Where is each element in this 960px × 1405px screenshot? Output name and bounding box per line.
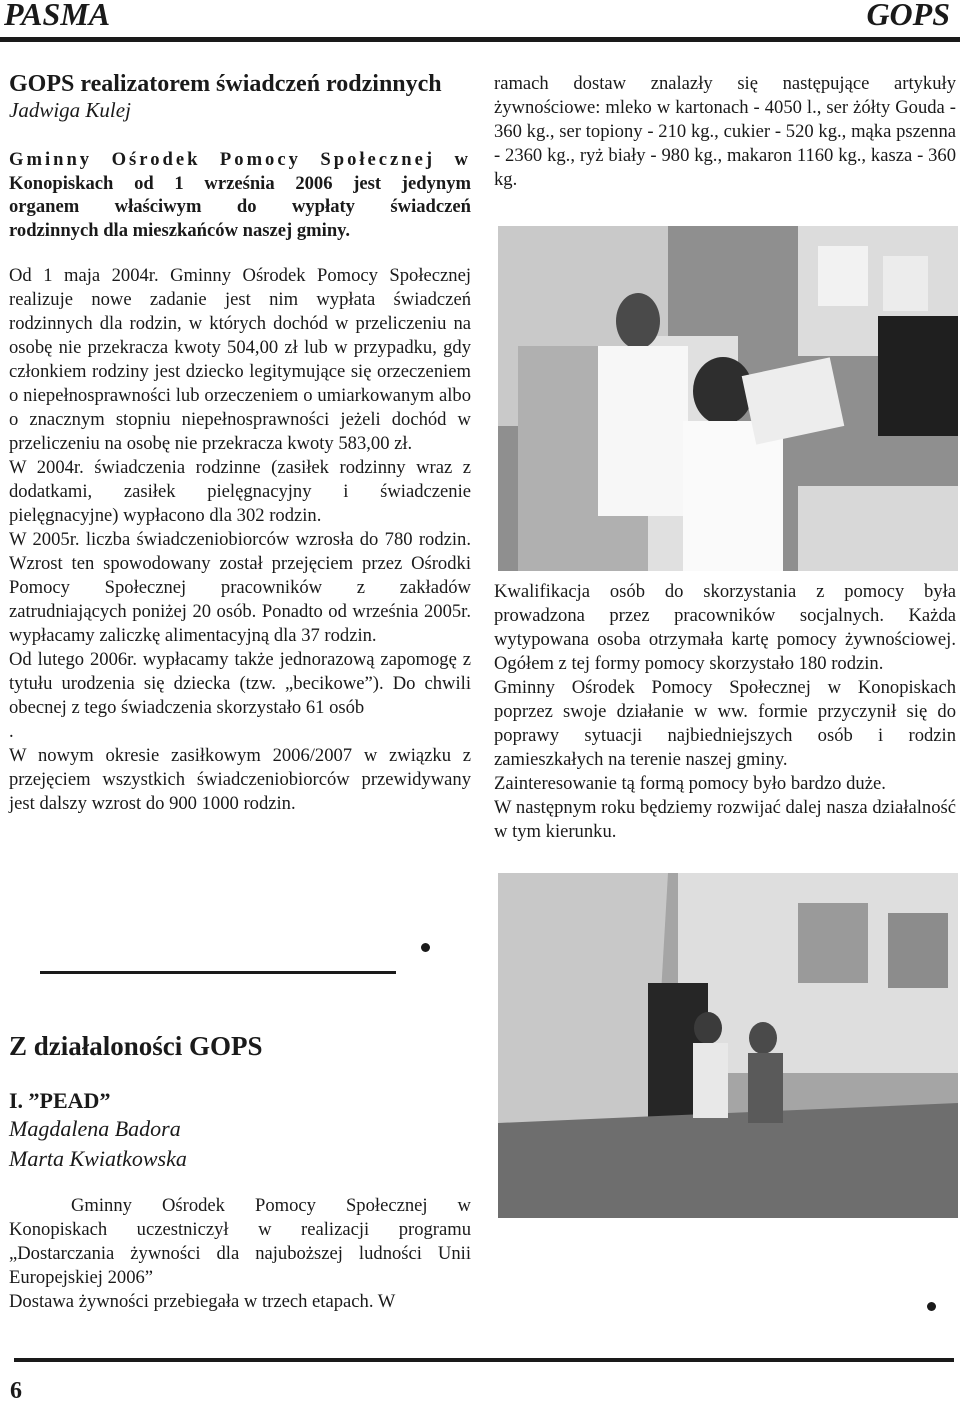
photo-food-distribution (498, 226, 958, 571)
header-left: PASMA (4, 0, 111, 32)
body-paragraph: Zainteresowanie tą formą pomocy było bardzo duże. (494, 773, 886, 794)
body-paragraph: Gminny Ośrodek Pomocy Społecznej w Konopiskach uczestniczył w realizacji programu „Dostarczania żywności dla najuboższej ludności Unii Europejskiej 2006” (9, 1195, 471, 1288)
body-paragraph: Dostawa żywności przebiegała w trzech etapach. W (9, 1291, 396, 1312)
body-paragraph: Od 1 maja 2004r. Gminny Ośrodek Pomocy Społecznej realizuje nowe zadanie jest nim wypłata świadczeń rodzinnych dla rodzin, w których dochód w przeliczeniu na osobę nie przekracza kwoty 504,00 zł lub w przypadku, gdy członkiem rodziny jest dziecko legitymujące się orzeczeniem o niepełnosprawności lub orzeczeniem o umiarkowanym albo o znacznym stopniu niepełnosprawności jeżeli dochód w przeliczeniu na osobę nie przekracza kwoty 583,00 zł. (9, 265, 471, 454)
pead-body-right-mid (494, 580, 956, 844)
pead-body-right-top (494, 72, 956, 192)
end-bullet (421, 943, 430, 952)
photo-building-entrance (498, 873, 958, 1218)
section-author: Marta Kwiatkowska (9, 1146, 187, 1171)
body-paragraph: W 2004r. świadczenia rodzinne (zasiłek rodzinny wraz z dodatkami, zasiłek pielęgnacyjny i świadczenie pielęgnacyjne) wypłacono dla 302 rodzin. (9, 457, 471, 526)
body-paragraph: ramach dostaw znalazły się następujące artykuły żywnościowe: mleko w kartonach - 4050 l., ser żółty Gouda - 360 kg., ser topiony - 210 kg., cukier - 520 kg., mąka pszenna - 2360 kg., ryż biały - 980 kg., makaron 1160 kg., kasza - 360 kg. (494, 73, 956, 190)
section-title: Z działaloności GOPS (9, 1031, 263, 1061)
body-paragraph: . (9, 721, 14, 742)
lead-line: Konopiskach od 1 września 2006 jest jedynym (9, 172, 471, 194)
lead-line: organem właściwym do wypłaty świadczeń (9, 196, 471, 217)
body-paragraph: W 2005r. liczba świadczeniobiorców wzrosła do 780 rodzin. Wzrost ten spowodowany został przejęciem przez Ośrodki Pomocy Społecznej pracowników z zakładów zatrudniających poniżej 20 osób. Ponadto od września 2005r. wypłacamy zaliczkę alimentacyjną dla 37 rodzin. (9, 529, 471, 646)
lead-line: Gminny Ośrodek Pomocy Społecznej w (9, 149, 471, 170)
section-divider (40, 971, 396, 974)
body-paragraph: Gminny Ośrodek Pomocy Społecznej w Konopiskach poprzez swoje działanie w ww. formie przyczynił się do poprawy sytuacji najbiedniejszych osób i rodzin zamieszkałych na terenie naszej gminy. (494, 677, 956, 770)
article-title: GOPS realizatorem świadczeń rodzinnych (9, 71, 442, 97)
body-paragraph: W nowym okresie zasiłkowym 2006/2007 w związku z przejęciem wszystkich świadczeniobiorców przewidywany jest dalszy wzrost do 900 1000 rodzin. (9, 745, 471, 814)
lead-line: rodzinnych dla mieszkańców naszej gminy. (9, 219, 351, 241)
pead-body-left (9, 1194, 471, 1314)
header-right: GOPS (866, 0, 950, 32)
article-body (9, 264, 471, 816)
article-author: Jadwiga Kulej (9, 98, 131, 122)
bottom-rule (14, 1358, 954, 1362)
article-lead (9, 148, 471, 242)
page-number: 6 (10, 1378, 22, 1404)
section-subtitle: I. ”PEAD” (9, 1088, 111, 1113)
body-paragraph: Od lutego 2006r. wypłacamy także jednorazową zapomogę z tytułu urodzenia się dziecka (tzw. „becikowe”). Do chwili obecnej z tego świadczenia skorzystało 61 osób (9, 649, 471, 718)
body-paragraph: Kwalifikacja osób do skorzystania z pomocy była prowadzona przez pracowników socjalnych. Każda wytypowana osoba otrzymała kartę pomocy żywnościowej. Ogółem z tej formy pomocy skorzystało 180 rodzin. (494, 581, 956, 674)
top-rule (0, 37, 960, 42)
page-header (0, 0, 960, 34)
section-author: Magdalena Badora (9, 1116, 181, 1141)
end-bullet (927, 1302, 936, 1311)
body-paragraph: W następnym roku będziemy rozwijać dalej nasza działalność w tym kierunku. (494, 797, 956, 842)
